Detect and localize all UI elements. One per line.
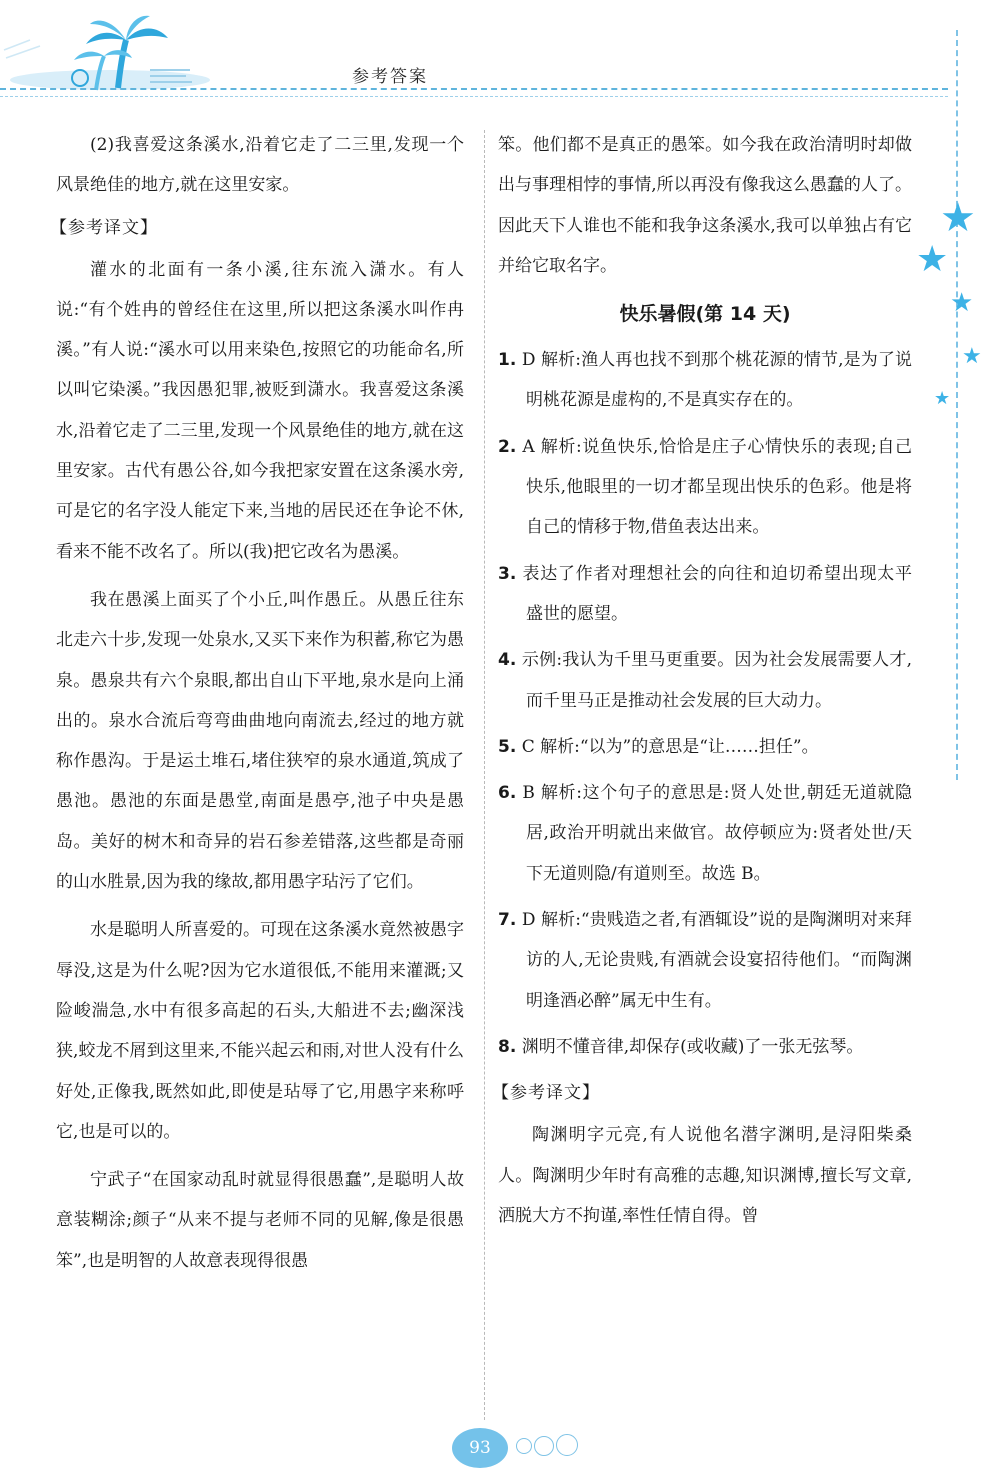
translation-paragraph: 陶渊明字元亮,有人说他名潜字渊明,是浔阳柴桑人。陶渊明少年时有高雅的志趣,知识渊博,擅长写文章,洒脱大方不拘谨,率性任情自得。曾 — [498, 1125, 912, 1226]
star-icon: ★ — [940, 195, 976, 241]
answer-text: B 解析:这个句子的意思是:贤人处世,朝廷无道就隐居,政治开明就出来做官。故停顿应为:贤者处世/天下无道则隐/有道则至。故选 B。 — [522, 783, 912, 884]
answer-item — [498, 554, 912, 635]
answer-number: 7. — [498, 910, 517, 931]
page-title: 参考答案 — [352, 67, 428, 87]
translation-paragraph: 灌水的北面有一条小溪,往东流入潇水。有人说:“有个姓冉的曾经住在这里,所以把这条溪水叫作冉溪。”有人说:“溪水可以用来染色,按照它的功能命名,所以叫它染溪。”我因愚犯罪,被贬到潇水。我喜爱这条溪水,沿着它走了二三里,发现一个风景绝佳的地方,就在这里安家。古代有愚公谷,如今我把家安置在这条溪水旁,可是它的名字没人能定下来,当地的居民还在争论不休,看来不能不改名了。所以(我)把它改名为愚溪。 — [56, 259, 464, 562]
star-icon: ★ — [934, 388, 951, 409]
answer-item — [498, 340, 912, 421]
answer-item — [498, 640, 912, 721]
bubble-decoration — [556, 1434, 578, 1456]
answer-text: 示例:我认为千里马更重要。因为社会发展需要人才,而千里马正是推动社会发展的巨大动力。 — [521, 650, 912, 711]
page-header — [0, 0, 1000, 110]
margin-rule — [956, 30, 958, 780]
palm-tree-logo — [0, 10, 240, 100]
answer-text: 渊明不懂音律,却保存(或收藏)了一张无弦琴。 — [521, 1036, 864, 1057]
translation-paragraph: 宁武子“在国家动乱时就显得很愚蠢”,是聪明人故意装糊涂;颜子“从来不提与老师不同的见解,像是很愚笨”,也是明智的人故意表现得很愚 — [56, 1170, 464, 1271]
answer-text: A 解析:说鱼快乐,恰恰是庄子心情快乐的表现;自己快乐,他眼里的一切才都呈现出快乐的色彩。他是将自己的情移于物,借鱼表达出来。 — [522, 436, 912, 538]
answer-item — [498, 427, 912, 548]
answer-number: 1. — [498, 350, 517, 371]
header-divider-secondary — [0, 96, 948, 97]
answer-number: 4. — [498, 650, 517, 671]
answer-item — [498, 1027, 912, 1067]
translation-paragraph: 水是聪明人所喜爱的。可现在这条溪水竟然被愚字辱没,这是为什么呢?因为它水道很低,不能用来灌溉;又险峻湍急,水中有很多高起的石头,大船进不去;幽深浅狭,蛟龙不屑到这里来,不能兴起云和雨,对世人没有什么好处,正像我,既然如此,即使是玷辱了它,用愚字来称呼它,也是可以的。 — [56, 920, 464, 1142]
left-column — [50, 125, 464, 1281]
answer-text: D 解析:“贵贱造之者,有酒辄设”说的是陶渊明对来拜访的人,无论贵贱,有酒就会设宴招待他们。“而陶渊明逢酒必醉”属无中生有。 — [521, 910, 913, 1011]
header-divider — [0, 88, 948, 90]
answer-item — [498, 900, 912, 1021]
star-icon: ★ — [916, 239, 949, 280]
section-title: 快乐暑假(第 14 天) — [619, 303, 791, 326]
column-divider — [484, 130, 485, 1420]
answer-paragraph: (2)我喜爱这条溪水,沿着它走了二三里,发现一个风景绝佳的地方,就在这里安家。 — [56, 135, 464, 196]
answer-text: 表达了作者对理想社会的向往和迫切希望出现太平盛世的愿望。 — [522, 563, 913, 624]
answer-number: 3. — [498, 563, 517, 584]
page-number: 93 — [452, 1428, 508, 1468]
answer-text: D 解析:渔人再也找不到那个桃花源的情节,是为了说明桃花源是虚构的,不是真实存在的。 — [521, 350, 913, 411]
answer-number: 6. — [498, 783, 517, 804]
translation-tag: 【参考译文】 — [50, 217, 158, 238]
star-icon: ★ — [962, 344, 982, 369]
answer-number: 8. — [498, 1036, 517, 1057]
answer-item — [498, 727, 912, 767]
answer-text: C 解析:“以为”的意思是“让……担任”。 — [521, 736, 819, 757]
right-column — [492, 125, 913, 1236]
bubble-decoration — [516, 1438, 532, 1454]
translation-paragraph: 我在愚溪上面买了个小丘,叫作愚丘。从愚丘往东北走六十步,发现一处泉水,又买下来作为积蓄,称它为愚泉。愚泉共有六个泉眼,都出自山下平地,泉水是向上涌出的。泉水合流后弯弯曲曲地向南流去,经过的地方就称作愚沟。于是运土堆石,堵住狭窄的泉水通道,筑成了愚池。愚池的东面是愚堂,南面是愚亭,池子中央是愚岛。美好的树木和奇异的岩石参差错落,这些都是奇丽的山水胜景,因为我的缘故,都用愚字玷污了它们。 — [56, 589, 464, 893]
translation-continuation: 笨。他们都不是真正的愚笨。如今我在政治清明时却做出与事理相悖的事情,所以再没有像我这么愚蠢的人了。因此天下人谁也不能和我争这条溪水,我可以单独占有它并给它取名字。 — [498, 135, 912, 276]
bubble-decoration — [534, 1436, 554, 1456]
answer-number: 2. — [498, 436, 517, 457]
answer-item — [498, 773, 912, 894]
translation-tag: 【参考译文】 — [492, 1083, 600, 1104]
star-icon: ★ — [950, 288, 974, 318]
answer-number: 5. — [498, 736, 517, 757]
